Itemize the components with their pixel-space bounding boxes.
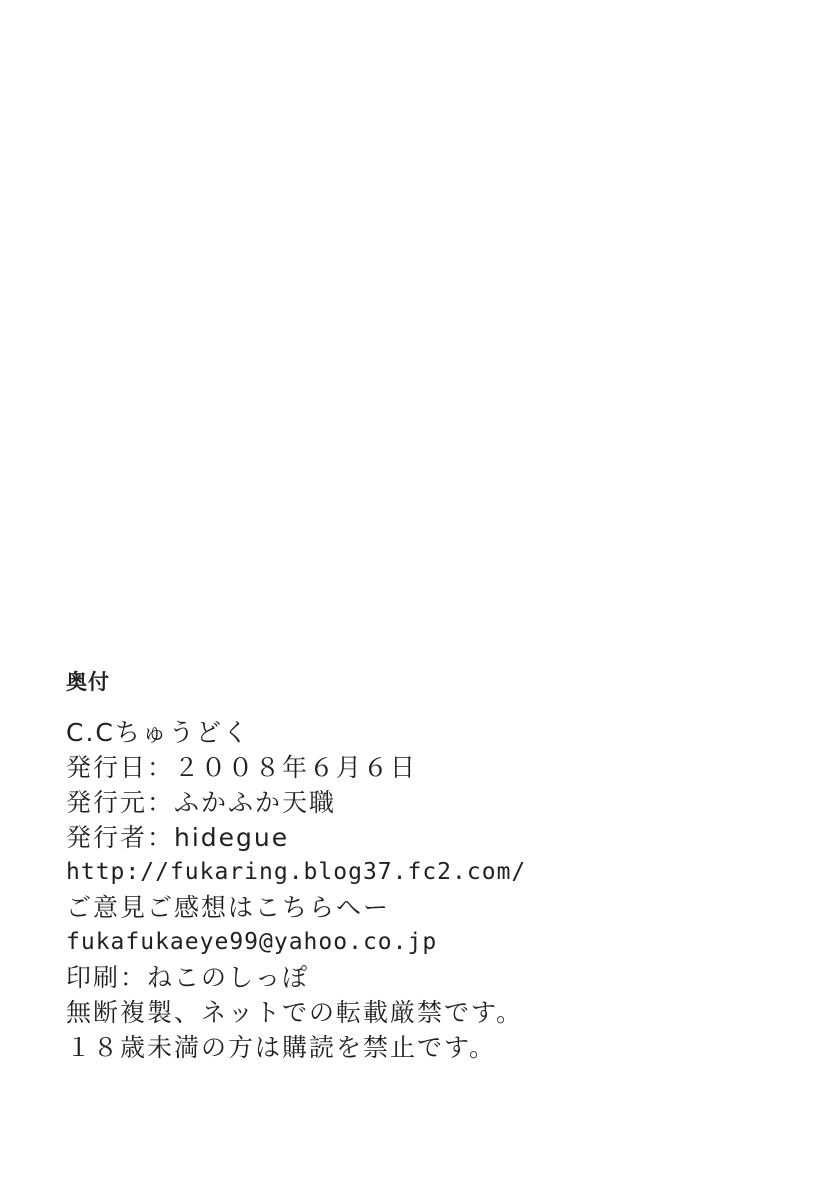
colophon-line-copyright: 無断複製、ネットでの転載厳禁です。 (66, 998, 524, 1027)
colophon-line-pubdate: 発行日：２００８年６月６日 (66, 753, 418, 782)
colophon-line-age-notice: １８歳未満の方は購読を禁止です。 (66, 1033, 497, 1062)
colophon-block (66, 672, 766, 1065)
colophon-line-title: C.Cちゅうどく (66, 718, 250, 747)
colophon-line-author: 発行者：hidegue (66, 823, 290, 852)
colophon-line-email: fukafukaeye99@yahoo.co.jp (66, 929, 438, 955)
colophon-line-publisher: 発行元：ふかふか天職 (66, 788, 337, 817)
colophon-line-printer: 印刷：ねこのしっぽ (66, 963, 310, 992)
colophon-line-website: http://fukaring.blog37.fc2.com/ (66, 859, 527, 885)
colophon-heading: 奥付 (66, 670, 110, 694)
colophon-line-feedback: ご意見ご感想はこちらへー (66, 893, 391, 922)
colophon-line-list (66, 715, 766, 1065)
